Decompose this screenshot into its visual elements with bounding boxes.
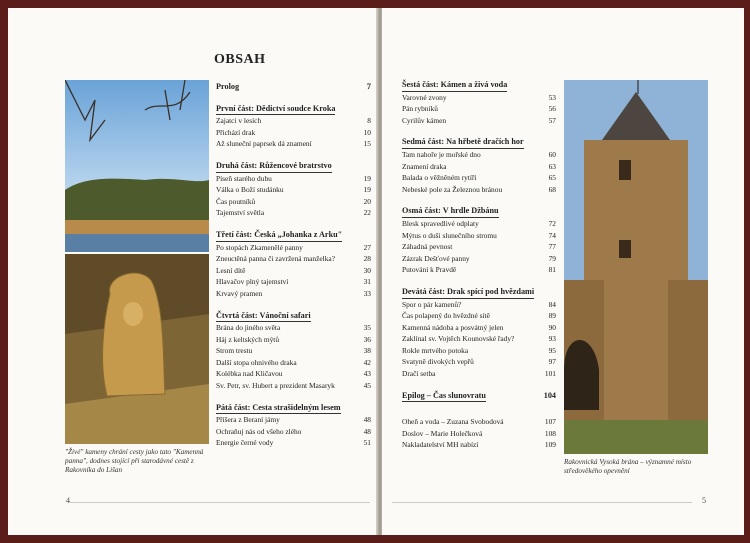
toc-section	[216, 226, 371, 300]
section-title: Čtvrtá část: Vánoční safari	[216, 310, 311, 323]
toc-entry: Varovné zvony 53	[402, 92, 556, 102]
toc-entry: Tam nahoře je mořské dno 60	[402, 149, 556, 159]
toc-entry: Spor o pár kamenů? 84	[402, 299, 556, 309]
tower-photo	[564, 80, 708, 454]
toc-entry: Píseň starého dubu 19	[216, 173, 371, 183]
toc-section	[216, 399, 371, 449]
toc-entry: Zaklínal sv. Vojtěch Kounovské řady? 93	[402, 334, 556, 344]
right-caption: Rakovnická Vysoká brána – významné místo středověkého opevnění	[564, 458, 692, 475]
toc-section	[402, 283, 556, 380]
toc-section	[402, 76, 556, 126]
left-page	[8, 8, 378, 535]
epilog-label: Epilog – Čas slunovratu	[402, 390, 486, 403]
toc-entry: Zajatci v lesích 8	[216, 116, 371, 126]
toc-entry: Znamení draka 63	[402, 161, 556, 171]
toc-entry: Po stopách Zkamenělé panny 27	[216, 242, 371, 252]
toc-entry: Ochraňuj nás od všeho zlého 48	[216, 426, 371, 436]
toc-entry: Příšera z Beraní jámy 48	[216, 415, 371, 425]
toc-entry: Až sluneční paprsek dá znamení 15	[216, 139, 371, 149]
right-page	[382, 8, 744, 535]
section-title: Šestá část: Kámen a živá voda	[402, 79, 507, 92]
toc-entry: Doslov – Marie Holečková 108	[402, 428, 556, 438]
page-number: 5	[702, 496, 706, 505]
toc-entry: Hlavačov plný tajemství 31	[216, 277, 371, 287]
toc-entry: Brána do jiného světa 35	[216, 323, 371, 333]
toc-entry: Putování k Pravdě 81	[402, 265, 556, 275]
toc-entry: Svatyně divokých vepřů 97	[402, 357, 556, 367]
section-title: Druhá část: Růžencové bratrstvo	[216, 160, 332, 173]
toc-entry: Pán rybníků 56	[402, 104, 556, 114]
section-title: Pátá část: Cesta strašidelným lesem	[216, 402, 341, 415]
toc-section	[216, 157, 371, 219]
toc-entry: Strom trestu 38	[216, 346, 371, 356]
toc-entry: Zneuctěná panna či zavržená manželka? 28	[216, 254, 371, 264]
left-toc	[216, 78, 371, 449]
toc-entry: Rokle mrtvého potoka 95	[402, 345, 556, 355]
toc-entry: Oheň a voda – Zuzana Svobodová 107	[402, 417, 556, 427]
toc-entry: Válka o Boží studánku 19	[216, 185, 371, 195]
toc-entry: Čas poutníků 20	[216, 196, 371, 206]
toc-section	[216, 307, 371, 392]
toc-entry: Krvavý pramen 33	[216, 288, 371, 298]
toc-entry: Tajemství světla 22	[216, 208, 371, 218]
toc-entry: Kolébka nad Kličavou 43	[216, 369, 371, 379]
toc-entry: Další stopa ohnivého draka 42	[216, 357, 371, 367]
page-number: 4	[66, 496, 70, 505]
toc-entry: Čas polapený do hvězdné sítě 89	[402, 311, 556, 321]
section-title: Devátá část: Drak spící pod hvězdami	[402, 286, 534, 299]
footer-rule	[70, 502, 370, 503]
prolog-label: Prolog	[216, 82, 240, 91]
toc-entry: Přichází drak 10	[216, 127, 371, 137]
toc-section	[216, 100, 371, 150]
toc-entry: Háj z keltských mýtů 36	[216, 334, 371, 344]
toc-entry: Dračí setba 101	[402, 369, 556, 379]
toc-entry: Blesk spravedlivé odplaty 72	[402, 218, 556, 228]
epilog-entry	[402, 387, 556, 403]
stone-maiden-photo	[65, 254, 209, 444]
right-toc	[402, 76, 556, 451]
landscape-photo	[65, 80, 209, 252]
toc-entry: Lesní dítě 30	[216, 265, 371, 275]
toc-entry: Nakladatelství MH nabízí 109	[402, 440, 556, 450]
epilog-page: 104	[543, 390, 556, 400]
toc-section	[402, 202, 556, 276]
prolog-page: 7	[366, 82, 371, 91]
toc-entry: Cyrilův kámen 57	[402, 115, 556, 125]
prolog-entry	[216, 78, 371, 93]
toc-entry: Sv. Petr, sv. Hubert a prezident Masaryk 45	[216, 381, 371, 391]
toc-entry: Nebeské pole za Železnou bránou 68	[402, 184, 556, 194]
toc-entry: Zázrak Dešťové panny 79	[402, 253, 556, 263]
toc-entry: Záhadná pevnost 77	[402, 242, 556, 252]
section-title: První část: Dědictví soudce Kroka	[216, 103, 335, 116]
section-title: Třetí část: Česká „Johanka z Arku"	[216, 229, 342, 242]
toc-entry: Kamenná nádoba a posvátný jelen 90	[402, 322, 556, 332]
page-title: OBSAH	[214, 52, 266, 67]
section-title: Sedmá část: Na hřbetě dračích hor	[402, 136, 524, 149]
footer-rule	[392, 502, 692, 503]
toc-entry: Mýtus o duši slunečního stromu 74	[402, 230, 556, 240]
left-caption: "Živé" kameny chrání cesty jako tato "Kamenná panna", dodnes stojící při starodávné cestě z Rakovníka do Lišan	[65, 448, 204, 474]
toc-entry: Energie černé vody 51	[216, 438, 371, 448]
toc-section	[402, 133, 556, 195]
toc-entry: Balada o věžněném rytíři 65	[402, 173, 556, 183]
section-title: Osmá část: V hrdle Džbánu	[402, 205, 499, 218]
